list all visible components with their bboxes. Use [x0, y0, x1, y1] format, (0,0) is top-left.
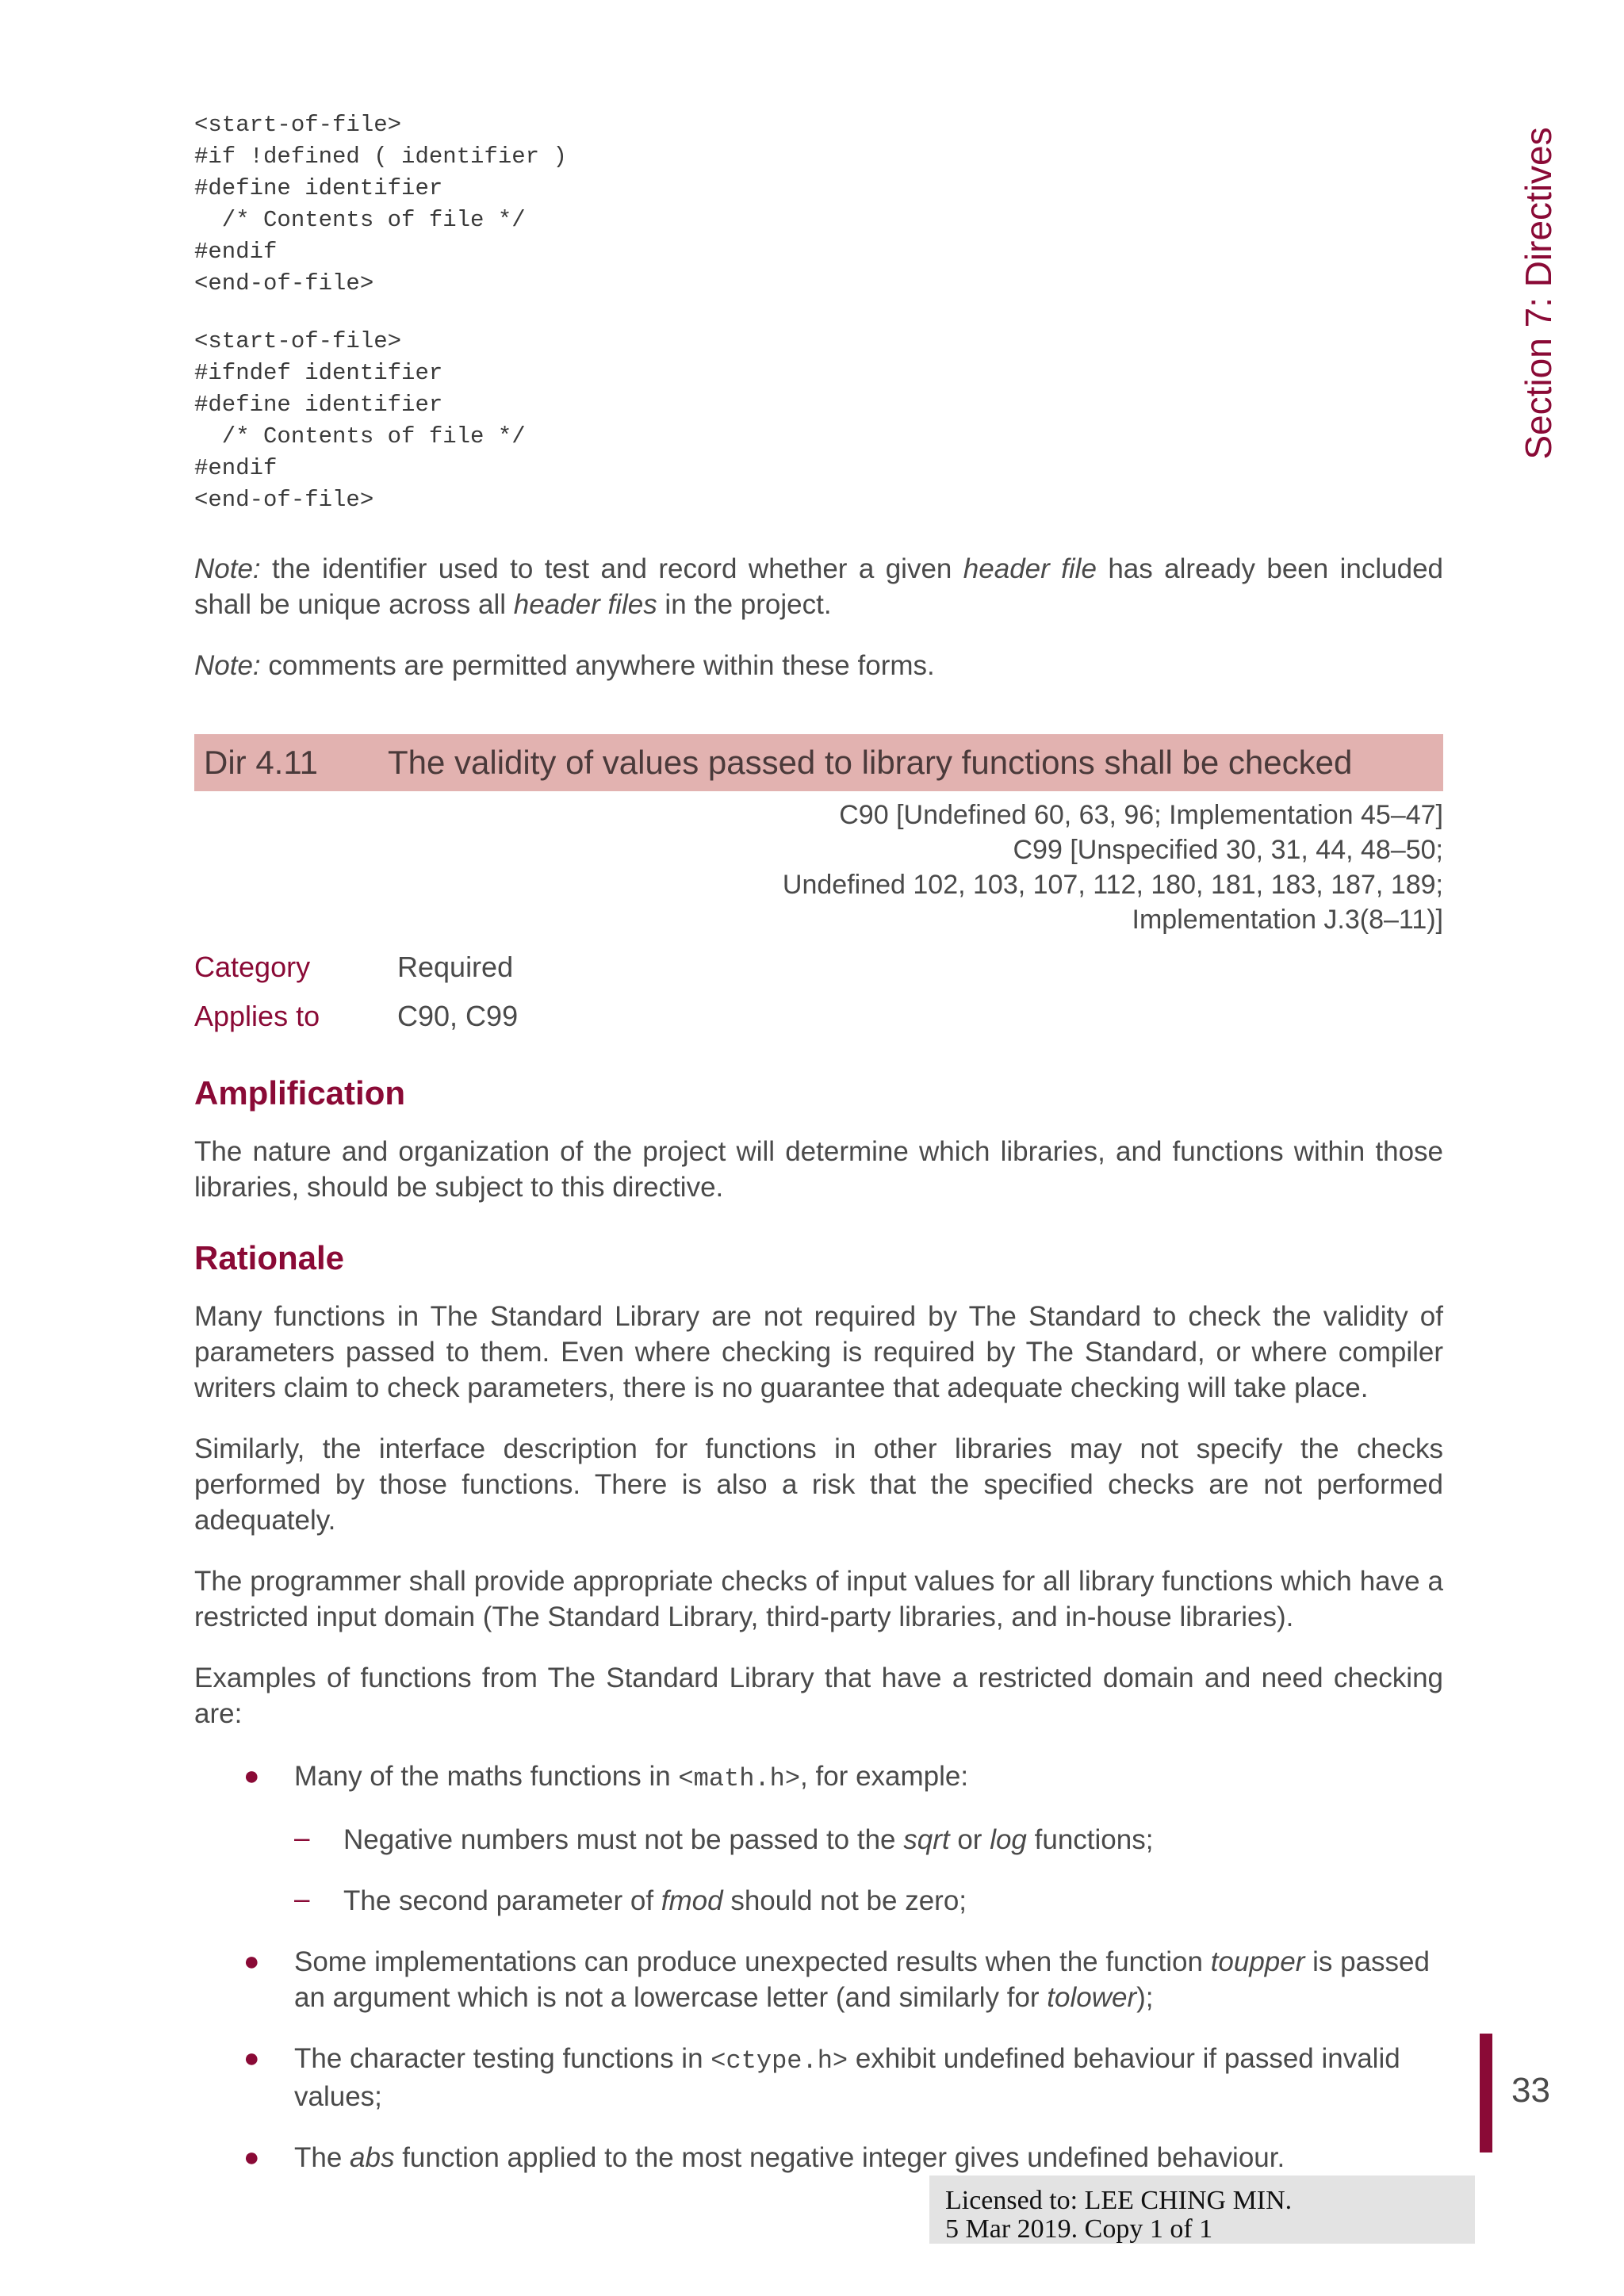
license-line: 5 Mar 2019. Copy 1 of 1: [945, 2214, 1213, 2244]
list-item-math: ● Many of the maths functions in <math.h>, for example: – Negative numbers must not be passed to the sqrt or log functions; – The second parameter of fmod should not be zero;: [194, 1758, 1443, 1919]
rationale-paragraph: Examples of functions from The Standard Library that have a restricted domain and need checking are:: [194, 1663, 1443, 1729]
directive-number: Dir 4.11: [204, 744, 318, 781]
code-block-ifndef: <start-of-file> #ifndef identifier #define identifier /* Contents of file */ #endif <end-of-file>: [194, 328, 526, 513]
bullet-icon: ●: [243, 1946, 260, 1976]
page-marker-bar: [1480, 2034, 1492, 2152]
page-content: [194, 109, 1443, 2175]
reference-line: Undefined 102, 103, 107, 112, 180, 181, 183, 187, 189;: [782, 870, 1443, 900]
list-item-abs: ● The abs function applied to the most negative integer gives undefined behaviour.: [194, 2140, 1443, 2175]
section-tab-label: Section 7: Directives: [1518, 127, 1559, 460]
rationale-paragraph: Many functions in The Standard Library are not required by The Standard to check the validity of parameters passed to them. Even where checking is required by The Standard, or where compiler writers claim to check parameters, there is no guarantee that adequate checking will take place.: [194, 1301, 1443, 1403]
code-ctype-h: <ctype.h>: [710, 2046, 848, 2076]
license-line: Licensed to: LEE CHING MIN.: [945, 2186, 1293, 2215]
directive-references: [194, 798, 1443, 937]
note-label: Note:: [194, 553, 261, 584]
code-block-if-defined: <start-of-file> #if !defined ( identifier ) #define identifier /* Contents of file */ #endif <end-of-file>: [194, 112, 567, 297]
applies-to-label: Applies to: [194, 1000, 320, 1032]
section-tab: [1507, 103, 1570, 484]
directive-title-bar: [194, 734, 1443, 791]
bullet-icon: ●: [243, 2142, 260, 2172]
category-value: Required: [397, 951, 514, 983]
dash-icon: –: [294, 1823, 310, 1854]
sublist-item-sqrt-log: – Negative numbers must not be passed to the sqrt or log functions;: [294, 1822, 1443, 1858]
applies-to-row: [194, 997, 1443, 1035]
page-number: 33: [1511, 2071, 1550, 2110]
rationale-paragraph: Similarly, the interface description for functions in other libraries may not specify the checks performed by those functions. There is also a risk that the specified checks are not performed adequately.: [194, 1433, 1443, 1536]
amplification-text: The nature and organization of the project will determine which libraries, and functions within those libraries, should be subject to this directive.: [194, 1136, 1443, 1203]
directive-title: The validity of values passed to library functions shall be checked: [388, 744, 1353, 781]
license-box: [929, 2175, 1475, 2244]
list-item-toupper: ● Some implementations can produce unexpected results when the function toupper is passed an argument which is not a lowercase letter (and similarly for tolower);: [194, 1944, 1443, 2015]
reference-line: C90 [Undefined 60, 63, 96; Implementation 45–47]: [839, 800, 1443, 830]
category-label: Category: [194, 951, 311, 983]
rationale-heading: Rationale: [194, 1239, 345, 1276]
code-math-h: <math.h>: [678, 1764, 801, 1793]
dash-icon: –: [294, 1884, 310, 1915]
math-sublist: [294, 1822, 1443, 1919]
amplification-heading: Amplification: [194, 1074, 406, 1112]
note-label: Note:: [194, 650, 261, 681]
category-row: [194, 948, 1443, 986]
sublist-item-fmod: – The second parameter of fmod should not be zero;: [294, 1883, 1443, 1919]
note-unique-identifier: Note: the identifier used to test and record whether a given header file has already been included shall be unique across all header files in the project.: [194, 553, 1444, 620]
applies-to-value: C90, C99: [397, 1000, 519, 1032]
rationale-paragraph: The programmer shall provide appropriate checks of input values for all library functions which have a restricted input domain (The Standard Library, third-party libraries, and in-house libraries).: [194, 1566, 1443, 1632]
note-comments: Note: comments are permitted anywhere within these forms.: [194, 650, 935, 681]
list-item-ctype: ● The character testing functions in <ctype.h> exhibit undefined behaviour if passed invalid values;: [194, 2041, 1443, 2114]
reference-line: Implementation J.3(8–11)]: [1132, 905, 1443, 935]
reference-line: C99 [Unspecified 30, 31, 44, 48–50;: [1013, 835, 1443, 865]
bullet-icon: ●: [243, 1761, 260, 1791]
examples-list: [194, 1758, 1443, 2175]
bullet-icon: ●: [243, 2043, 260, 2073]
